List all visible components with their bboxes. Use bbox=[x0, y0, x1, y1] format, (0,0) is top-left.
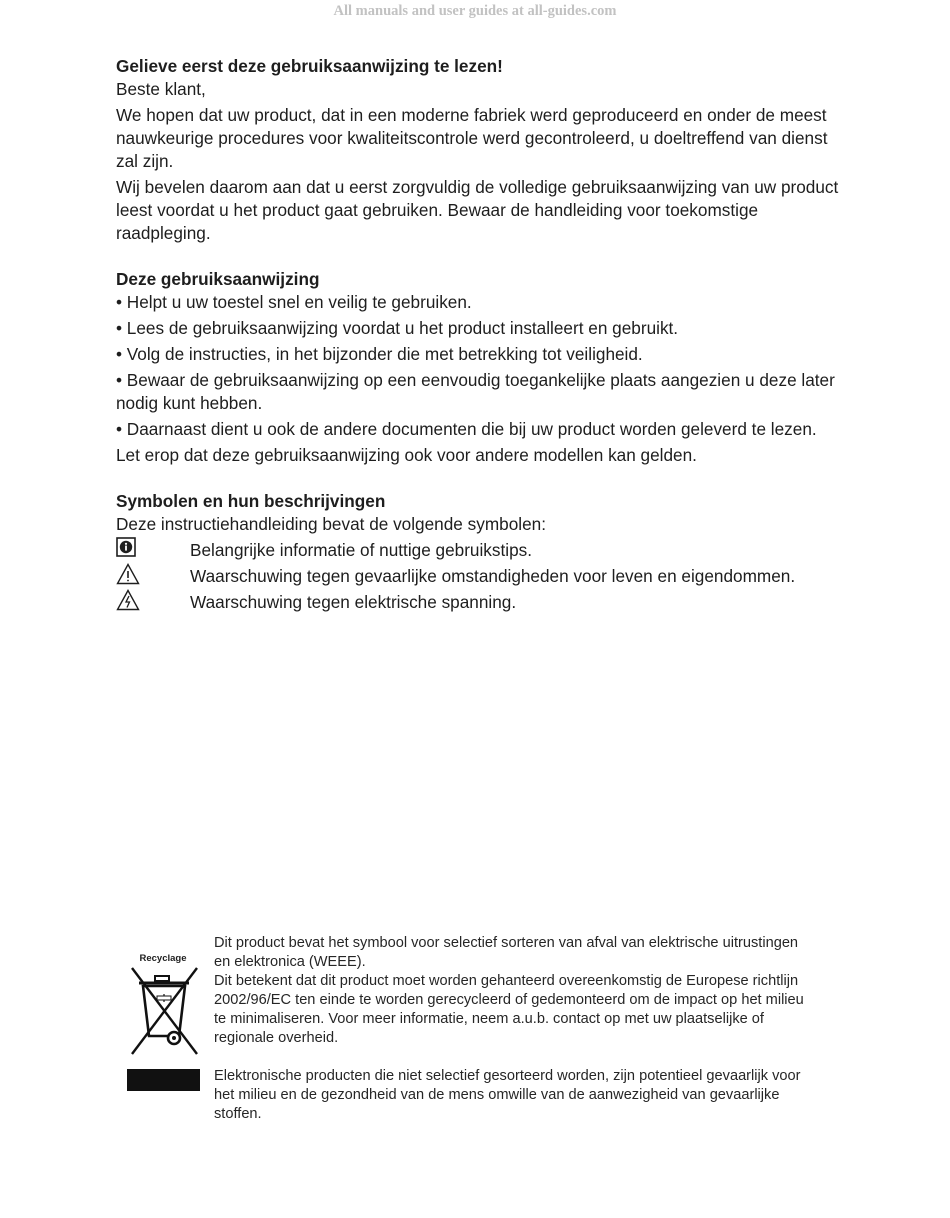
warning-icon bbox=[116, 565, 190, 589]
symbols-intro: Deze instructiehandleiding bevat de volgende symbolen: bbox=[116, 514, 546, 534]
intro-paragraph-2: Wij bevelen daarom aan dat u eerst zorgvuldig de volledige gebruiksaanwijzing van uw product leest voordat u het product gaat gebruiken. Bewaar de handleiding voor toekomstige raadpleging. bbox=[116, 177, 839, 243]
weee-text-2: Dit betekent dat dit product moet worden gehanteerd overeenkomstig de Europese richtlijn 2002/96/EC ten einde te worden gerecycleerd of gedemonteerd om de impact op het milieu te minimaliseren. Voor meer informatie, neem a.u.b. contact op met uw plaatselijke of regionale overheid. bbox=[214, 973, 804, 1046]
manual-bullet: • Volg de instructies, in het bijzonder die met betrekking tot veiligheid. bbox=[116, 344, 643, 364]
weee-text-1: Dit product bevat het symbool voor selectief sorteren van afval van elektrische uitrustingen en elektronica (WEEE). bbox=[214, 935, 799, 970]
manual-heading: Deze gebruiksaanwijzing bbox=[116, 269, 320, 289]
recycle-logo bbox=[127, 953, 201, 1056]
info-icon bbox=[116, 539, 190, 563]
intro-heading: Gelieve eerst deze gebruiksaanwijzing te lezen! bbox=[116, 56, 503, 76]
manual-bullet: • Helpt u uw toestel snel en veilig te gebruiken. bbox=[116, 292, 472, 312]
symbol-description: Waarschuwing tegen gevaarlijke omstandigheden voor leven en eigendommen. bbox=[190, 566, 796, 586]
symbol-description: Belangrijke informatie of nuttige gebruikstips. bbox=[190, 540, 533, 560]
manual-note: Let erop dat deze gebruiksaanwijzing ook voor andere modellen kan gelden. bbox=[116, 445, 697, 465]
manual-bullet: • Lees de gebruiksaanwijzing voordat u het product installeert en gebruikt. bbox=[116, 318, 679, 338]
intro-paragraph-1: We hopen dat uw product, dat in een moderne fabriek werd geproduceerd en onder de meest nauwkeurige procedures voor kwaliteitscontrole werd gecontroleerd, u doeltreffend van dienst zal zijn. bbox=[116, 105, 828, 171]
symbol-row-electric bbox=[116, 591, 846, 617]
watermark: All manuals and user guides at all-guides.com bbox=[333, 3, 617, 19]
electric-warning-icon bbox=[116, 591, 190, 615]
symbols-heading: Symbolen en hun beschrijvingen bbox=[116, 491, 386, 511]
symbol-row-info bbox=[116, 539, 846, 565]
weee-black-bar bbox=[127, 1069, 200, 1091]
crossed-bin-icon bbox=[127, 966, 201, 1056]
document-body bbox=[116, 55, 846, 617]
symbol-row-warning bbox=[116, 565, 846, 591]
greeting: Beste klant, bbox=[116, 79, 206, 99]
symbol-description: Waarschuwing tegen elektrische spanning. bbox=[190, 592, 517, 612]
recycle-label: Recyclage bbox=[139, 953, 187, 964]
manual-bullet: • Bewaar de gebruiksaanwijzing op een eenvoudig toegankelijke plaats aangezien u deze later nodig kunt hebben. bbox=[116, 370, 835, 413]
manual-bullet: • Daarnaast dient u ook de andere documenten die bij uw product worden geleverd te lezen. bbox=[116, 419, 817, 439]
weee-text-3-content: Elektronische producten die niet selectief gesorteerd worden, zijn potentieel gevaarlijk voor het milieu en de gezondheid van de mens omwille van de aanwezigheid van gevaarlijke stoffen. bbox=[214, 1068, 801, 1122]
weee-text-3 bbox=[214, 1067, 814, 1124]
